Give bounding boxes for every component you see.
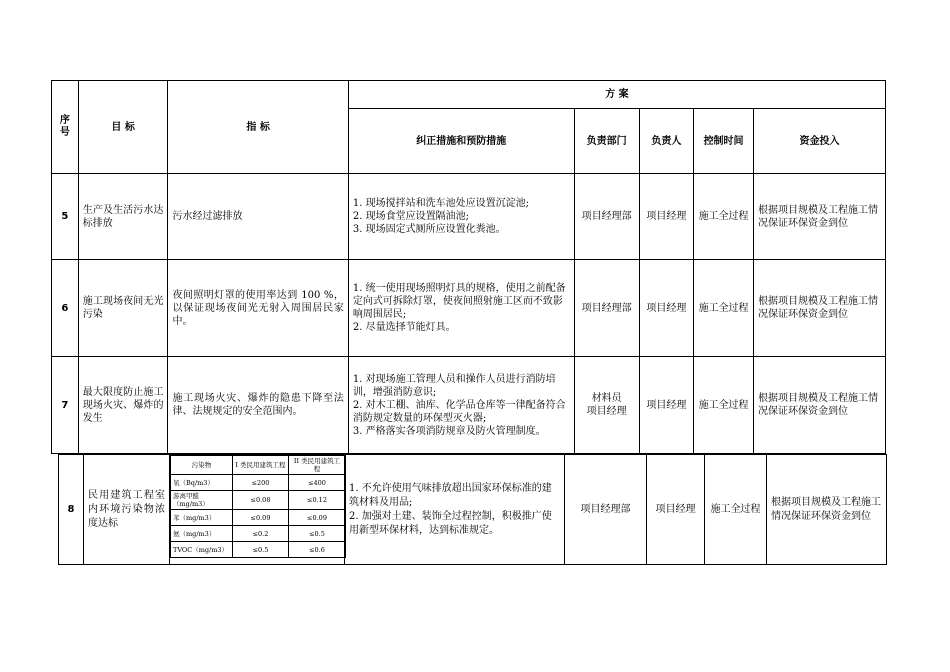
class2-limit: ≤400 — [289, 475, 346, 491]
pollutant-name: 氡（Bq/m3） — [171, 475, 233, 491]
target-header: 目 标 — [78, 81, 168, 174]
dept-line: 材料员 — [591, 393, 622, 404]
class2-limit: ≤0.09 — [289, 510, 346, 526]
row-8-table — [58, 454, 887, 565]
measure-line: 1. 现场搅拌站和洗车池处应设置沉淀池; — [352, 198, 529, 209]
row-funds: 根据项目规模及工程施工情况保证环保资金到位 — [753, 357, 885, 454]
class1-header: I 类民用建筑工程 — [233, 456, 289, 475]
class2-limit: ≤0.6 — [289, 542, 346, 558]
row-measures — [348, 357, 574, 454]
row-funds: 根据项目规模及工程施工情况保证环保资金到位 — [767, 455, 887, 565]
pollutant-table — [170, 455, 346, 558]
pollutant-name: 苯（mg/m3） — [171, 510, 233, 526]
row-dept — [574, 357, 639, 454]
row-target: 生产及生活污水达标排放 — [78, 174, 168, 260]
row-person: 项目经理 — [639, 174, 694, 260]
pollutant-row — [171, 542, 346, 558]
class2-limit: ≤0.5 — [289, 526, 346, 542]
indicator-header: 指 标 — [168, 81, 348, 174]
measure-line: 3. 现场固定式厕所应设置化粪池。 — [352, 224, 506, 235]
pollutant-table-cell — [170, 455, 345, 565]
pollutant-row — [171, 526, 346, 542]
row-person: 项目经理 — [647, 455, 705, 565]
pollutant-name: 游离甲醛（mg/m3） — [171, 491, 233, 510]
class1-limit: ≤0.2 — [233, 526, 289, 542]
pollutant-name: TVOC（mg/m3） — [171, 542, 233, 558]
row-number: 6 — [52, 260, 79, 357]
measure-line: 2. 加强对土建、装饰全过程控制，积极推广使用新型环保材料，达到标准规定。 — [349, 510, 552, 536]
row-target: 民用建筑工程室内环境污染物浓度达标 — [84, 455, 170, 565]
pollutant-header: 污染物 — [171, 456, 233, 475]
row-dept: 项目经理部 — [574, 174, 639, 260]
measure-line: 2. 现场食堂应设置隔油池; — [352, 211, 469, 222]
row-target: 最大限度防止施工现场火灾、爆炸的发生 — [78, 357, 168, 454]
row-number: 7 — [52, 357, 79, 454]
row-dept: 项目经理部 — [565, 455, 647, 565]
table-row — [59, 455, 887, 565]
table-row — [52, 357, 886, 454]
row-measures — [348, 260, 574, 357]
measure-line: 1. 不允许使用气味排放超出国家环保标准的建筑材料及用品; — [349, 482, 552, 508]
row-number: 5 — [52, 174, 79, 260]
class1-limit: ≤0.08 — [233, 491, 289, 510]
pollutant-row — [171, 491, 346, 510]
row-dept: 项目经理部 — [574, 260, 639, 357]
measures-header: 纠正措施和预防措施 — [348, 109, 574, 174]
class1-limit: ≤200 — [233, 475, 289, 491]
table-row — [52, 174, 886, 260]
row-time: 施工全过程 — [694, 260, 754, 357]
class2-limit: ≤0.12 — [289, 491, 346, 510]
funds-header: 资金投入 — [753, 109, 885, 174]
row-person: 项目经理 — [639, 357, 694, 454]
row-funds: 根据项目规模及工程施工情况保证环保资金到位 — [753, 260, 885, 357]
measure-line: 1. 统一使用现场照明灯具的规格，使用之前配备定向式可拆除灯罩，使夜间照射施工区而不致影响周围居民; — [352, 283, 566, 320]
plan-header: 方 案 — [348, 81, 885, 109]
class1-limit: ≤0.5 — [233, 542, 289, 558]
row-time: 施工全过程 — [705, 455, 767, 565]
row-8-block — [58, 454, 886, 565]
time-header: 控制时间 — [694, 109, 754, 174]
class2-header: II 类民用建筑工程 — [289, 456, 346, 475]
row-indicator: 夜间照明灯罩的使用率达到 100 %，以保证现场夜间光无射入周围居民家中。 — [168, 260, 348, 357]
measure-line: 3. 严格落实各项消防规章及防火管理制度。 — [352, 425, 546, 437]
person-header: 负责人 — [639, 109, 694, 174]
table-row — [52, 260, 886, 357]
row-measures — [345, 455, 565, 565]
pollutant-row — [171, 510, 346, 526]
dept-line: 项目经理 — [586, 406, 627, 417]
row-number: 8 — [59, 455, 84, 565]
pollutant-name: 氨（mg/m3） — [171, 526, 233, 542]
measure-line: 2. 对木工棚、油库、化学品仓库等一律配备符合消防规定数量的环保型灭火器; — [352, 399, 566, 424]
row-time: 施工全过程 — [694, 174, 754, 260]
pollutant-row — [171, 475, 346, 491]
row-time: 施工全过程 — [694, 357, 754, 454]
measure-line: 2. 尽量选择节能灯具。 — [352, 322, 456, 333]
seq-header: 序号 — [52, 81, 79, 174]
row-measures — [348, 174, 574, 260]
row-indicator: 施工现场火灾、爆炸的隐患下降至法律、法规规定的安全范围内。 — [168, 357, 348, 454]
row-person: 项目经理 — [639, 260, 694, 357]
dept-header: 负责部门 — [574, 109, 639, 174]
measure-line: 1. 对现场施工管理人员和操作人员进行消防培训，增强消防意识; — [352, 373, 556, 398]
row-indicator: 污水经过滤排放 — [168, 174, 348, 260]
class1-limit: ≤0.09 — [233, 510, 289, 526]
row-funds: 根据项目规模及工程施工情况保证环保资金到位 — [753, 174, 885, 260]
environment-plan-table — [51, 80, 886, 454]
row-target: 施工现场夜间无光污染 — [78, 260, 168, 357]
